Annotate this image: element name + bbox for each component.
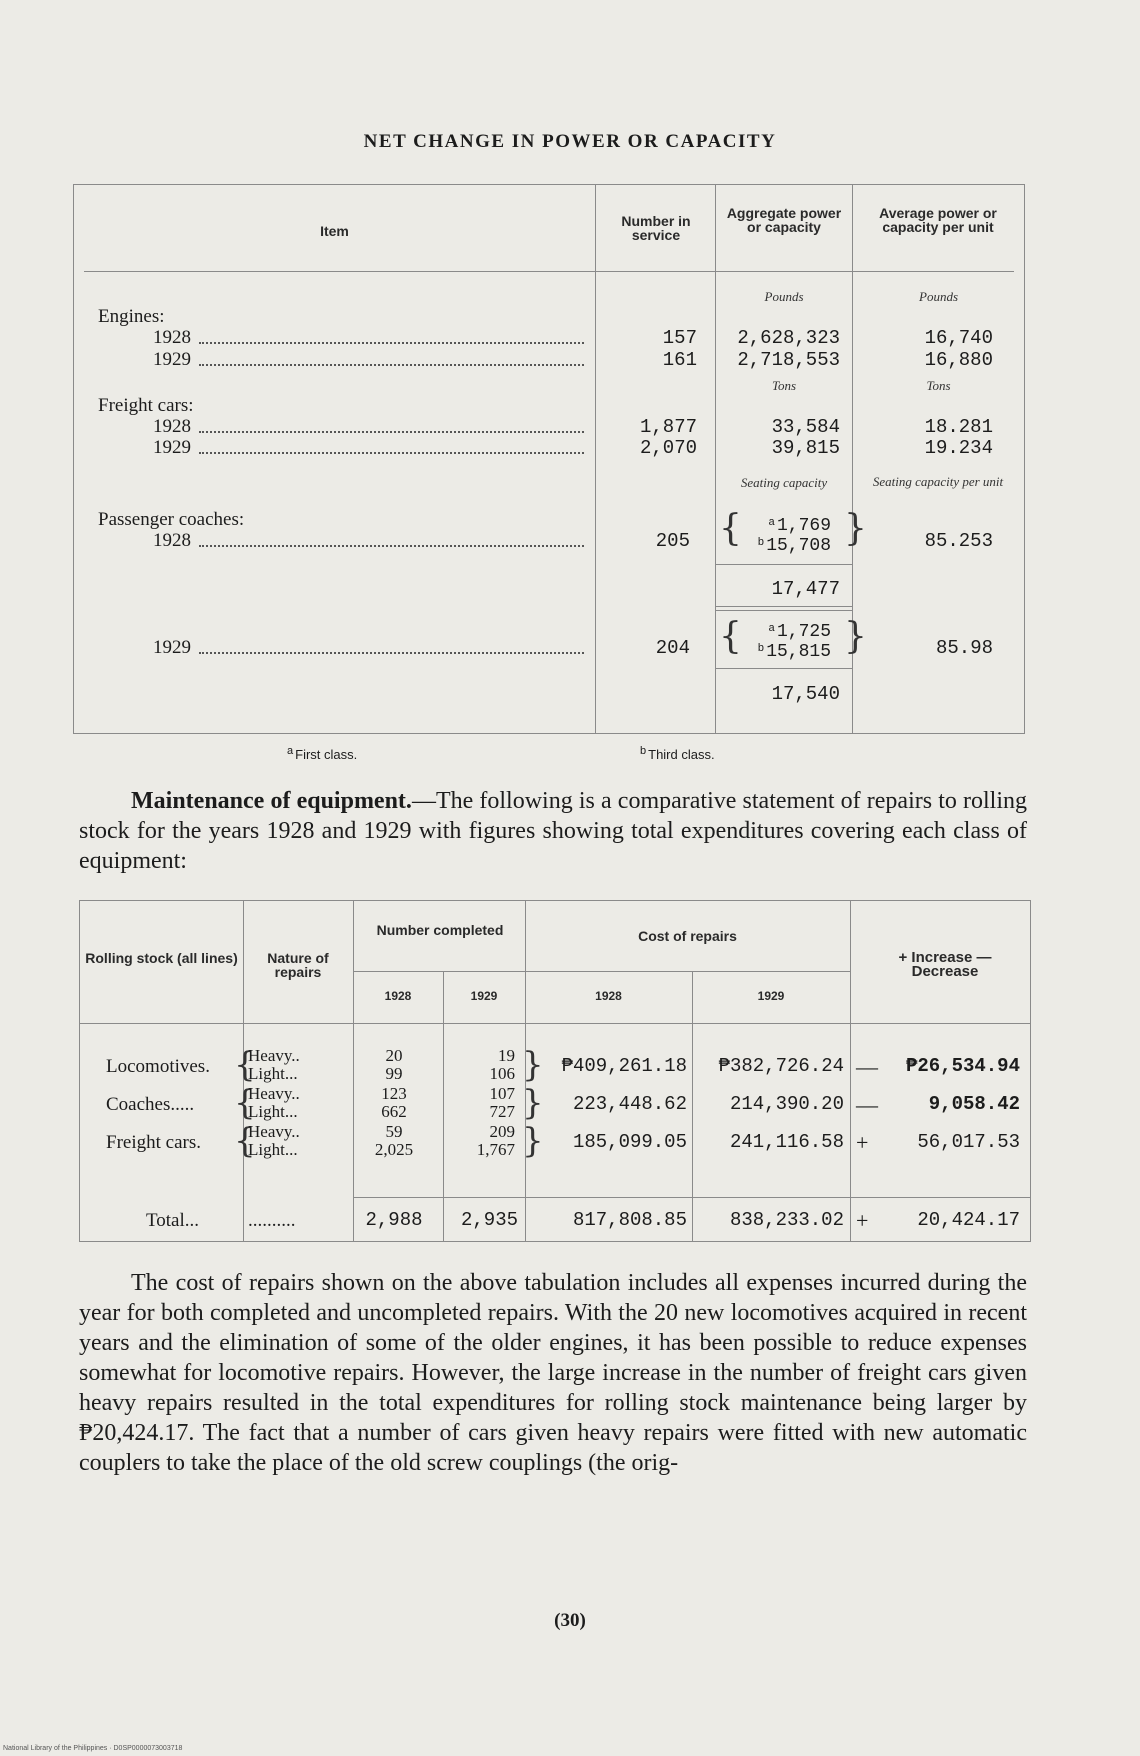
cell-aggregate: 39,815: [771, 437, 840, 459]
cell-number: 205: [655, 530, 690, 552]
sign-increase: +: [856, 1208, 869, 1233]
cell-cost-1928: ₱409,261.18: [561, 1055, 687, 1077]
paragraph-cost-of-repairs: The cost of repairs shown on the above tabulation includes all expenses incurred during the year for both completed and uncompleted repairs. With the 20 new locomotives acquired in recent years and the elimination of some of the older engines, it has been possible to reduce expenses somewhat for locomotive repairs. However, the large increase in the number of freight cars given heavy repairs resulted in the total expenditures for rolling stock maintenance being larger by ₱20,424.17. The fact that a number of cars given heavy repairs were fitted with new automatic couplers to take the place of the old screw couplings (the orig-: [79, 1270, 1027, 1476]
unit-pounds: Pounds: [919, 289, 958, 304]
cell-1928-heavy: 59: [385, 1122, 403, 1141]
row-year: 1928: [153, 530, 191, 551]
cell-cost-1928: 185,099.05: [572, 1131, 687, 1153]
cell-cost-1928: 223,448.62: [572, 1093, 687, 1115]
cell-first-class: $^a$ 1,769: [768, 516, 831, 536]
row-year: 1928: [153, 327, 191, 348]
cell-heavy: Heavy..: [248, 1084, 300, 1103]
row-locomotives: Locomotives.: [106, 1056, 210, 1077]
sign-decrease: —: [856, 1092, 878, 1117]
row-year: 1929: [153, 637, 191, 658]
header-increase-decrease: + Increase — Decrease: [898, 949, 992, 980]
cell-1929-light: 727: [489, 1102, 515, 1121]
brace-open: {: [719, 616, 742, 657]
cell-number: 161: [662, 349, 697, 371]
cell-1929-heavy: 19: [498, 1046, 515, 1065]
cell-average: 18.281: [924, 416, 993, 438]
cell-total-seating: 17,477: [771, 578, 840, 600]
cell-change: 9,058.42: [928, 1093, 1020, 1115]
cell-aggregate: 2,718,553: [737, 349, 840, 371]
cell-1928-light: 662: [381, 1102, 407, 1121]
cell-1929-heavy: 209: [489, 1122, 515, 1141]
paragraph-heading: Maintenance of equipment.: [131, 788, 412, 814]
total-leader: ..........: [248, 1210, 296, 1231]
cell-aggregate: 2,628,323: [737, 327, 840, 349]
cell-number: 204: [655, 637, 690, 659]
unit-seating: Seating capacity: [740, 475, 828, 490]
header-number-in-service: Number in service: [621, 213, 691, 243]
cell-light: Light...: [248, 1064, 298, 1083]
repairs-table: Rolling stock (all lines) Nature of repairs Number completed Cost of repairs + Increase — Decrease 1928 1929 1928 1929 Locomotives. { Heavy.. Light... 20 99 19 106 } ₱409,261.18 ₱382,726.24 — ₱26,534.94 Coaches..... { Heavy.. Light... 123 662 107 727 } 223,448.62 214,390.20 — 9,058.42 Freight cars. { Heavy.. Light... 59 2,025 209 1,767 } 185,099.05 241,116.58 + 56,017.53 Total... .......... 2,988 2,935 817,808.85 838,233.02 + 20,424.17: [79, 900, 1031, 1242]
header-aggregate: Aggregate power or capacity: [726, 205, 842, 235]
unit-tons: Tons: [771, 378, 797, 393]
brace-close: }: [844, 508, 867, 549]
header-rolling-stock: Rolling stock (all lines): [85, 950, 238, 966]
cell-total-change: 20,424.17: [917, 1209, 1020, 1231]
cell-third-class: $^b$ 15,708: [757, 536, 831, 556]
cell-1929-light: 1,767: [476, 1140, 515, 1159]
cell-total-cost-1929: 838,233.02: [729, 1209, 844, 1231]
cell-light: Light...: [248, 1102, 298, 1121]
unit-pounds: Pounds: [764, 289, 804, 304]
cell-average: 16,740: [924, 327, 993, 349]
cell-cost-1929: 214,390.20: [729, 1093, 844, 1115]
cell-1928-light: 2,025: [374, 1140, 414, 1159]
brace-close: }: [844, 616, 867, 657]
header-nature-of-repairs: Nature of repairs: [267, 950, 329, 980]
row-year: 1928: [153, 416, 191, 437]
cell-1928-heavy: 20: [385, 1046, 403, 1065]
sign-decrease: —: [856, 1054, 878, 1079]
cell-change: ₱26,534.94: [905, 1055, 1020, 1077]
cell-aggregate: 33,584: [771, 416, 840, 438]
cell-heavy: Heavy..: [248, 1122, 300, 1141]
header-item: Item: [320, 223, 349, 239]
section-engines: Engines:: [98, 306, 165, 327]
cell-change: 56,017.53: [917, 1131, 1020, 1153]
section-passenger-coaches: Passenger coaches:: [98, 509, 245, 530]
unit-tons: Tons: [926, 378, 951, 393]
row-freight-cars: Freight cars.: [106, 1132, 201, 1153]
footnote-b: $^b$ Third class.: [640, 745, 715, 762]
capacity-table: [73, 184, 1025, 734]
row-year: 1929: [153, 437, 191, 458]
header-number-completed: Number completed: [376, 922, 504, 938]
header-cost-of-repairs: Cost of repairs: [638, 928, 737, 944]
row-year: 1929: [153, 349, 191, 370]
cell-1928-light: 99: [385, 1064, 403, 1083]
library-imprint: National Library of the Philippines · D0SP0000073003718: [3, 1745, 183, 1752]
row-total: Total...: [146, 1210, 200, 1231]
cell-third-class: $^b$ 15,815: [757, 642, 831, 662]
cell-total-1928: 2,988: [365, 1209, 423, 1231]
brace-open: {: [719, 508, 742, 549]
cell-number: 1,877: [639, 416, 697, 438]
cell-average: 16,880: [924, 349, 993, 371]
cell-total-seating: 17,540: [771, 683, 840, 705]
sign-increase: +: [856, 1130, 869, 1155]
cell-cost-1929: ₱382,726.24: [718, 1055, 844, 1077]
cell-1929-light: 106: [489, 1064, 515, 1083]
cell-1928-heavy: 123: [381, 1084, 407, 1103]
paragraph-maintenance: Maintenance of equipment.—The following is a comparative statement of repairs to rolling stock for the years 1928 and 1929 with figures showing total expenditures covering each class of equipment:: [79, 788, 1028, 874]
unit-seating-per-unit: Seating capacity per unit: [872, 474, 1004, 489]
cell-average: 19.234: [924, 437, 993, 459]
cell-number: 2,070: [639, 437, 697, 459]
cell-average: 85.98: [935, 637, 993, 659]
page-title: NET CHANGE IN POWER OR CAPACITY: [363, 131, 777, 152]
page-number: (30): [554, 1610, 586, 1631]
cell-total-cost-1928: 817,808.85: [572, 1209, 687, 1231]
cell-light: Light...: [248, 1140, 298, 1159]
header-year-1928: 1928: [384, 989, 412, 1003]
cell-1929-heavy: 107: [489, 1084, 515, 1103]
header-year-1928: 1928: [595, 989, 622, 1003]
cell-first-class: $^a$ 1,725: [768, 622, 831, 642]
cell-total-1929: 2,935: [460, 1209, 518, 1231]
cell-cost-1929: 241,116.58: [729, 1131, 844, 1153]
row-coaches: Coaches.....: [106, 1094, 195, 1115]
header-average: Average power or capacity per unit: [879, 205, 997, 235]
section-freight-cars: Freight cars:: [98, 395, 194, 416]
header-year-1929: 1929: [470, 989, 498, 1003]
cell-average: 85.253: [924, 530, 993, 552]
header-year-1929: 1929: [757, 989, 785, 1003]
cell-number: 157: [662, 327, 697, 349]
cell-heavy: Heavy..: [248, 1046, 300, 1065]
footnote-a: $^a$ First class.: [287, 745, 358, 762]
